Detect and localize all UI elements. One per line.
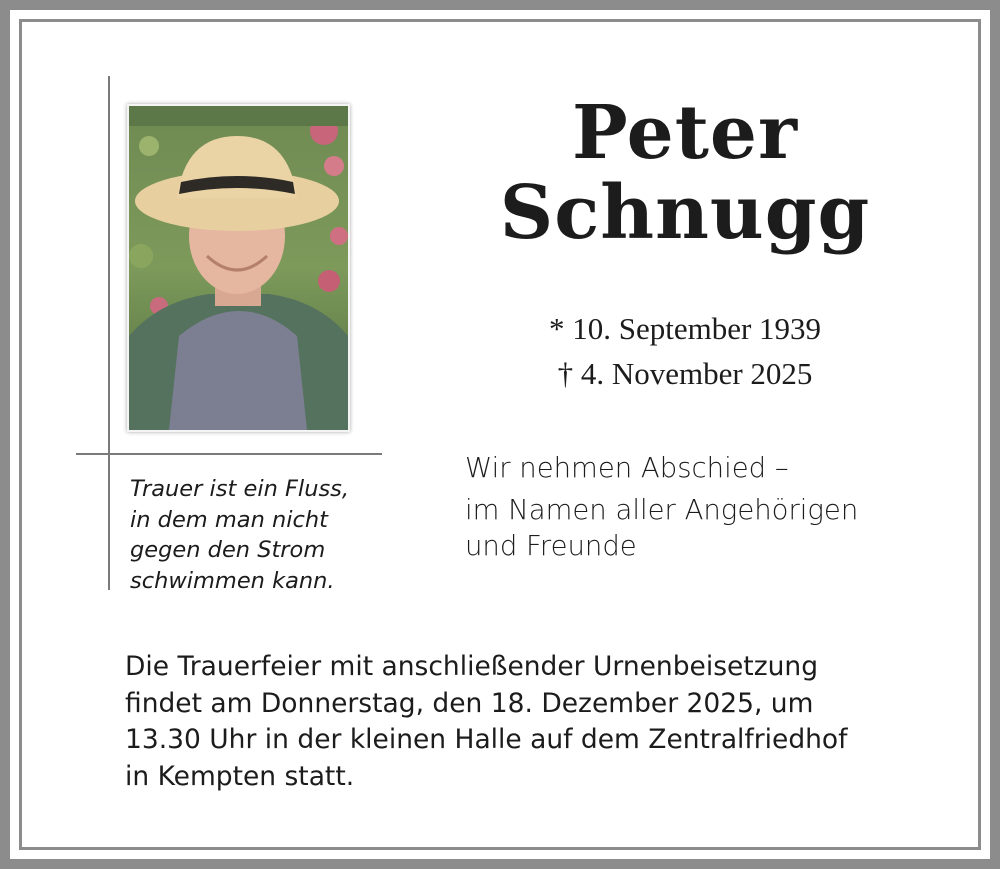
farewell-line: und Freunde xyxy=(465,530,637,562)
ceremony-notice xyxy=(125,649,925,795)
farewell-line: Wir nehmen Abschied – xyxy=(465,452,789,484)
cross-vertical-line xyxy=(108,76,110,590)
quote-line: gegen den Strom xyxy=(130,537,326,563)
quote-line: Trauer ist ein Fluss, xyxy=(130,476,350,502)
birth-date: * 10. September 1939 xyxy=(548,311,822,346)
portrait-photo xyxy=(127,104,350,432)
farewell-message xyxy=(465,448,945,566)
grief-quote xyxy=(130,474,380,596)
quote-line: in dem man nicht xyxy=(130,506,328,533)
deceased-first-name: Peter xyxy=(572,90,798,176)
ceremony-line: in Kempten statt. xyxy=(125,760,355,792)
cross-horizontal-line xyxy=(76,453,382,455)
farewell-line: im Namen aller Angehörigen xyxy=(465,494,859,526)
ceremony-line: Die Trauerfeier mit anschließender Urnenbeisetzung xyxy=(125,651,819,682)
quote-line: schwimmen kann. xyxy=(130,567,335,594)
ceremony-line: findet am Donnerstag, den 18. Dezember 2025, um xyxy=(125,687,814,719)
deceased-last-name: Schnugg xyxy=(499,170,871,256)
ceremony-line: 13.30 Uhr in der kleinen Halle auf dem Zentralfriedhof xyxy=(125,724,848,755)
death-date: † 4. November 2025 xyxy=(557,356,813,391)
